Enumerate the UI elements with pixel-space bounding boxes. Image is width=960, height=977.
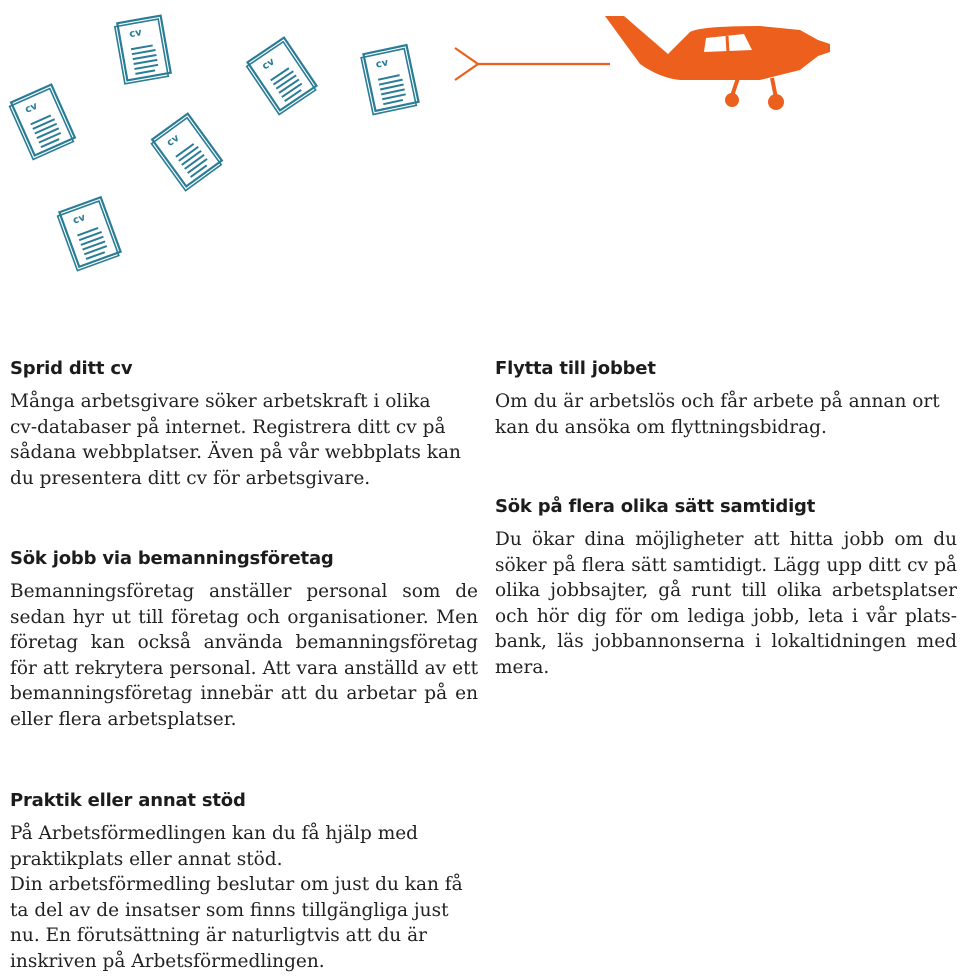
- text-line: företag kan också använda bemanningsföretag: [10, 632, 478, 653]
- text-line: och hör dig för om lediga jobb, leta i vår plats-: [495, 605, 957, 627]
- section-flytta-till-jobbet: [495, 358, 955, 440]
- section-body: [10, 389, 480, 491]
- section-heading: Sprid ditt cv: [10, 358, 133, 379]
- section-sok-pa-flera-satt: [495, 496, 957, 680]
- text-line: Bemanningsföretag anställer personal som de: [10, 581, 478, 602]
- text-line: du presentera ditt cv för arbetsgivare.: [10, 467, 371, 489]
- text-line: eller flera arbetsplatser.: [10, 708, 237, 730]
- section-heading: Sök på flera olika sätt samtidigt: [495, 496, 816, 517]
- header-illustration: [0, 0, 960, 300]
- section-heading: Flytta till jobbet: [495, 358, 656, 379]
- cv-document-icon: [150, 114, 224, 191]
- section-body: [495, 527, 957, 680]
- section-body: [495, 389, 955, 440]
- text-line: söker på flera sätt samtidigt. Lägg upp ditt cv på: [495, 554, 957, 576]
- airplane-icon: [455, 16, 830, 110]
- text-line: nu. En förutsättning är naturligtvis att du är: [10, 925, 427, 946]
- cv-document-icon: [8, 85, 76, 160]
- section-heading: Praktik eller annat stöd: [10, 790, 246, 811]
- cv-document-icon: [57, 197, 122, 270]
- svg-text:cv: cv: [71, 212, 88, 227]
- svg-text:cv: cv: [374, 57, 390, 71]
- text-line: kan du ansöka om flyttningsbidrag.: [495, 416, 827, 438]
- text-line: bemanningsföretag innebär att du arbetar på en: [10, 683, 478, 704]
- section-sprid-ditt-cv: [10, 358, 480, 491]
- cv-document-icon: [245, 38, 318, 115]
- svg-text:cv: cv: [260, 56, 277, 73]
- text-line: Många arbetsgivare söker arbetskraft i olika: [10, 391, 431, 412]
- section-body: [10, 579, 478, 732]
- text-line: mera.: [495, 656, 550, 678]
- text-line: praktikplats eller annat stöd.: [10, 848, 283, 870]
- text-line: På Arbetsförmedlingen kan du få hjälp med: [10, 823, 419, 844]
- text-line: Du ökar dina möjligheter att hitta jobb om du: [495, 529, 957, 550]
- svg-text:cv: cv: [128, 27, 143, 41]
- text-line: för att rekrytera personal. Att vara anställd av ett: [10, 657, 478, 679]
- svg-text:cv: cv: [23, 100, 40, 116]
- section-heading: Sök jobb via bemanningsföretag: [10, 548, 334, 569]
- section-body: [10, 821, 480, 974]
- text-line: Om du är arbetslös och får arbete på annan ort: [495, 391, 940, 412]
- text-line: olika jobbsajter, gå runt till olika arbetsplatser: [495, 580, 957, 601]
- svg-text:cv: cv: [164, 132, 182, 149]
- cv-document-icon: [361, 45, 420, 114]
- text-line: ta del av de insatser som finns tillgängliga just: [10, 899, 449, 921]
- cv-document-icon: [114, 16, 171, 84]
- section-bemanningsforetag: [10, 548, 478, 732]
- text-line: sedan hyr ut till företag och organisationer. Men: [10, 606, 478, 628]
- text-line: cv-databaser på internet. Registrera ditt cv på: [10, 416, 446, 438]
- text-line: sådana webbplatser. Även på vår webbplats kan: [10, 442, 461, 463]
- text-line: Din arbetsförmedling beslutar om just du kan få: [10, 874, 463, 895]
- text-line: inskriven på Arbetsförmedlingen.: [10, 950, 325, 972]
- section-praktik-eller-annat-stod: [10, 790, 480, 974]
- text-line: bank, läs jobbannonserna i lokaltidningen med: [495, 631, 957, 652]
